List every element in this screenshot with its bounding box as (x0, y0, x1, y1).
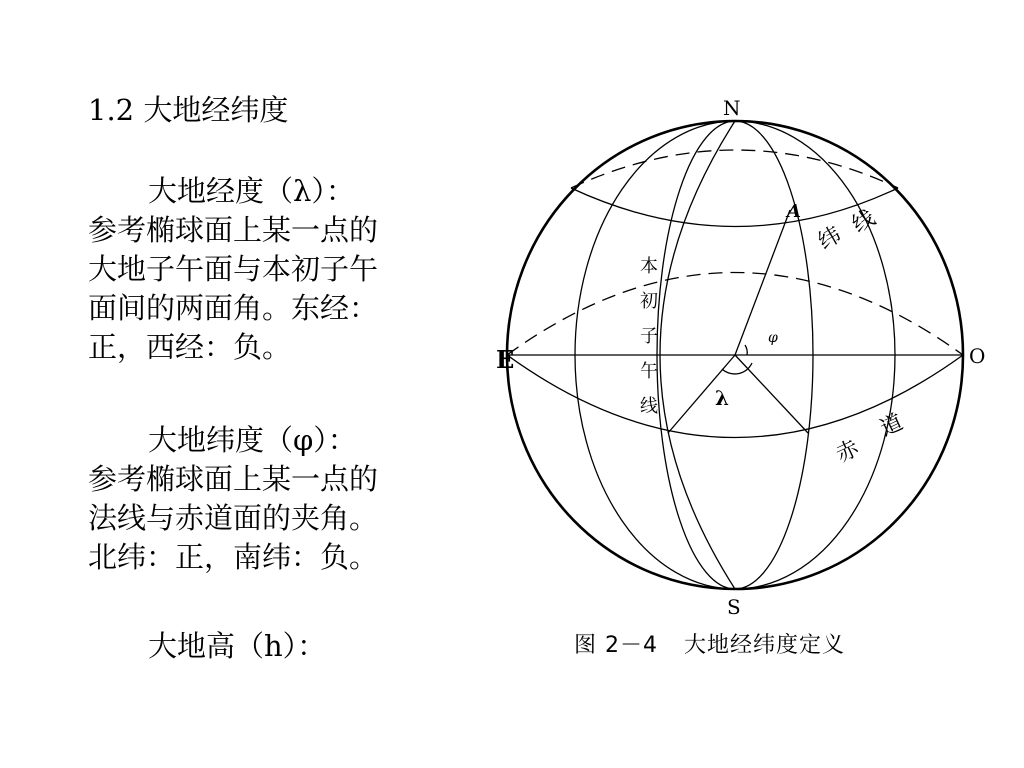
caption-number: 图 2－4 (574, 633, 658, 658)
west-label: O (969, 344, 986, 368)
latitude-line: 法线与赤道面的夹角。 (88, 501, 379, 535)
parallel-label: 纬 (814, 222, 846, 256)
lambda-label: λ (715, 386, 730, 410)
meridian-label: 初 (640, 291, 658, 312)
phi-angle-arc (745, 345, 747, 355)
south-label: S (727, 595, 741, 619)
phi-label: φ (768, 330, 778, 346)
lambda-line (735, 355, 808, 433)
slide-title: 1.2 大地经纬度 (88, 93, 289, 127)
longitude-line: 正，西经：负。 (88, 330, 292, 364)
longitude-line: 面间的两面角。东经： (88, 291, 379, 325)
ellipsoid-figure (494, 92, 994, 619)
caption-text: 大地经纬度定义 (684, 633, 846, 658)
height-paragraph (88, 627, 438, 666)
latitude-heading: 大地纬度（φ）： (148, 423, 357, 457)
north-label: N (723, 96, 741, 120)
latitude-line: 参考椭球面上某一点的 (88, 462, 379, 496)
point-a-label: A (787, 201, 801, 222)
point-normal-line (735, 210, 790, 355)
equator-label: 道 (876, 409, 907, 442)
longitude-paragraph (88, 172, 438, 367)
height-heading: 大地高（h）： (148, 629, 327, 663)
longitude-heading: 大地经度（λ）： (148, 174, 355, 208)
latitude-paragraph (88, 421, 438, 577)
meridian-label: 午 (640, 361, 658, 382)
longitude-line: 大地子午面与本初子午 (88, 252, 379, 286)
east-label: E (496, 345, 515, 374)
parallel-front (571, 188, 898, 227)
longitude-line: 参考椭球面上某一点的 (88, 213, 379, 247)
meridian-label: 线 (640, 396, 658, 417)
meridian-label: 本 (640, 256, 658, 277)
parallel-back (571, 150, 898, 188)
equator-label: 赤 (832, 435, 863, 468)
parallel-label: 线 (848, 205, 880, 239)
latitude-line: 北纬：正，南纬：负。 (88, 540, 379, 574)
figure-caption (574, 628, 845, 659)
meridian-label: 子 (640, 326, 658, 347)
